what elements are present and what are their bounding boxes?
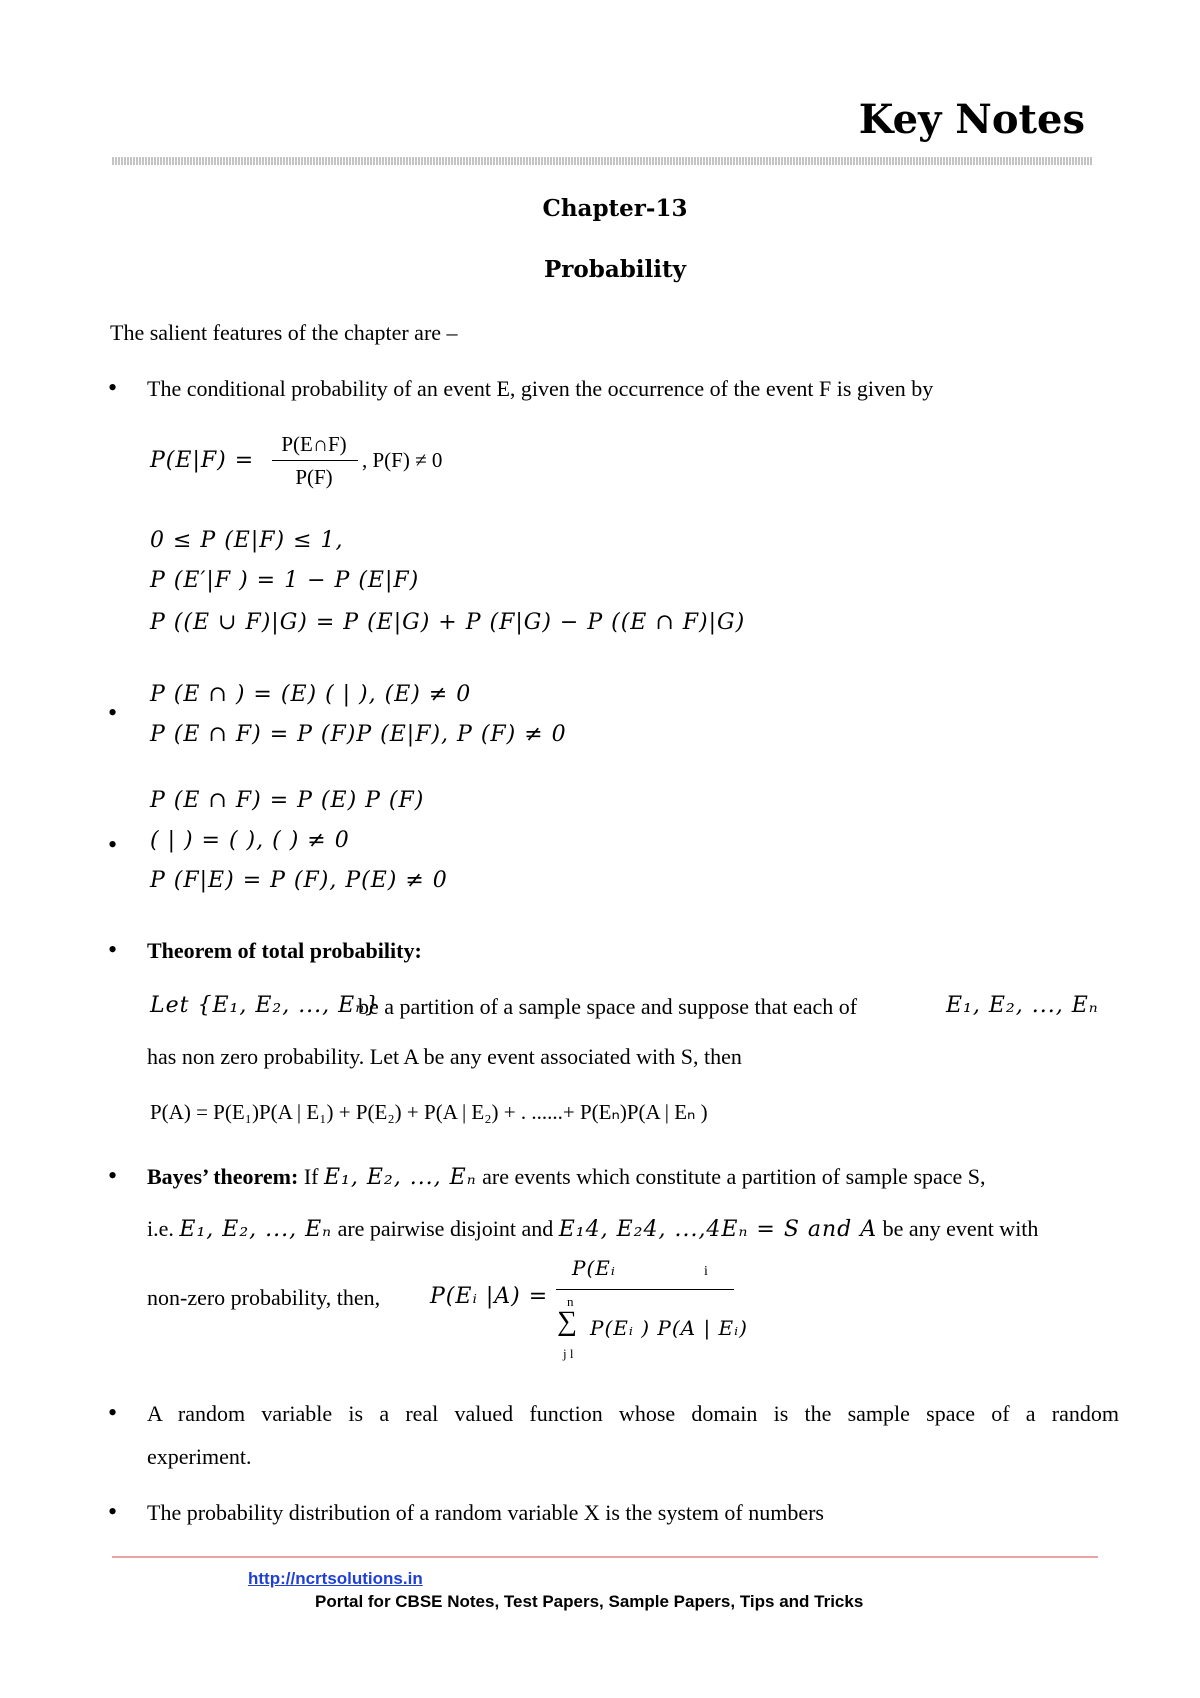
bayes-line-1-rest: are events which constitute a partition of sample space S, — [482, 1164, 986, 1189]
bayes-line-2-end: be any event with — [882, 1216, 1039, 1241]
distribution-text: The probability distribution of a random variable X is the system of numbers — [147, 1500, 824, 1525]
random-variable-line-2: experiment. — [147, 1444, 252, 1469]
bayes-if: If — [303, 1164, 319, 1189]
intro-text: The salient features of the chapter are – — [110, 320, 458, 345]
multiplication-rule-2: P (E ∩ F) = P (F)P (E|F), P (F) ≠ 0 — [150, 722, 567, 747]
conditional-denominator: P(F) — [295, 465, 333, 489]
footer-link[interactable]: http://ncrtsolutions.in — [248, 1569, 423, 1588]
footer-divider — [112, 1556, 1098, 1558]
bullet-dot: • — [108, 1497, 118, 1526]
bayes-line-3: non-zero probability, then, — [147, 1285, 381, 1310]
conditional-text: The conditional probability of an event E, given the occurrence of the event F is given by — [147, 376, 934, 401]
bayes-numerator: P(Eᵢ — [572, 1256, 616, 1280]
bayes-title: Bayes’ theorem: — [147, 1164, 299, 1189]
bayes-sum-bottom: j l — [563, 1346, 574, 1361]
bullet-dot: • — [108, 698, 118, 727]
bayes-line-2-mid: are pairwise disjoint and — [337, 1216, 554, 1241]
bayes-lhs: P(Eᵢ |A) = — [430, 1284, 549, 1309]
header-title: Key Notes — [858, 96, 1085, 143]
fraction-bar — [272, 460, 358, 461]
footer-tagline: Portal for CBSE Notes, Test Papers, Sample Papers, Tips and Tricks — [315, 1592, 864, 1611]
partition-events: E₁, E₂, ..., Eₙ — [946, 993, 1099, 1018]
independence-rule-3: P (F|E) = P (F), P(E) ≠ 0 — [150, 868, 448, 893]
conditional-condition: , P(F) ≠ 0 — [362, 448, 443, 472]
bayes-ie: i.e. — [147, 1216, 174, 1241]
partition-text-cont: has non zero probability. Let A be any event associated with S, then — [147, 1044, 742, 1069]
bayes-sum-top: n — [567, 1294, 574, 1309]
bayes-numerator-index: i — [704, 1264, 708, 1279]
bullet-dot: • — [108, 1161, 118, 1190]
conditional-numerator: P(E∩F) — [281, 432, 347, 456]
partition-set: Let {E₁, E₂, ..., Eₙ} — [150, 993, 381, 1018]
total-probability-title: Theorem of total probability: — [147, 938, 422, 963]
bayes-line-2 — [147, 1216, 1038, 1242]
bayes-fraction-bar — [556, 1289, 734, 1290]
bayes-events: E₁, E₂, ..., Eₙ — [323, 1165, 477, 1190]
bullet-dot: • — [108, 373, 118, 402]
conditional-formula-lhs: P(E|F) = — [150, 448, 255, 473]
independence-rule-1: P (E ∩ F) = P (E) P (F) — [150, 788, 425, 813]
bullet-dot: • — [108, 830, 118, 859]
header-divider — [112, 157, 1092, 165]
independence-rule-2: ( | ) = ( ), ( ) ≠ 0 — [150, 828, 350, 853]
random-variable-line-1: A random variable is a real valued function whose domain is the sample space of a random — [147, 1401, 1119, 1426]
bullet-dot: • — [108, 935, 118, 964]
bayes-denominator: P(Eᵢ ) P(A | Eᵢ) — [590, 1316, 748, 1340]
chapter-number: Chapter-13 — [542, 195, 688, 222]
property-union: P ((E ∪ F)|G) = P (E|G) + P (F|G) − P ((E ∩ F)|G) — [150, 610, 746, 635]
property-bounds: 0 ≤ P (E|F) ≤ 1, — [150, 528, 344, 553]
bullet-dot: • — [108, 1398, 118, 1427]
chapter-title: Probability — [543, 256, 687, 283]
bayes-events-2: E₁, E₂, ..., Eₙ — [179, 1217, 333, 1242]
bayes-line-1 — [147, 1164, 986, 1190]
bayes-sigma: ∑ — [557, 1306, 577, 1337]
multiplication-rule-1: P (E ∩ ) = (E) ( | ), (E) ≠ 0 — [150, 682, 472, 707]
property-complement: P (E′|F ) = 1 − P (E|F) — [150, 568, 420, 593]
bayes-union: E₁4, E₂4, ...,4Eₙ = S and A — [558, 1217, 878, 1242]
partition-text: be a partition of a sample space and suppose that each of — [358, 994, 858, 1019]
total-probability-formula: P(A) = P(E₁)P(A | E₁) + P(E₂) + P(A | E₂) + . ......+ P(Eₙ)P(A | Eₙ ) — [150, 1100, 708, 1124]
